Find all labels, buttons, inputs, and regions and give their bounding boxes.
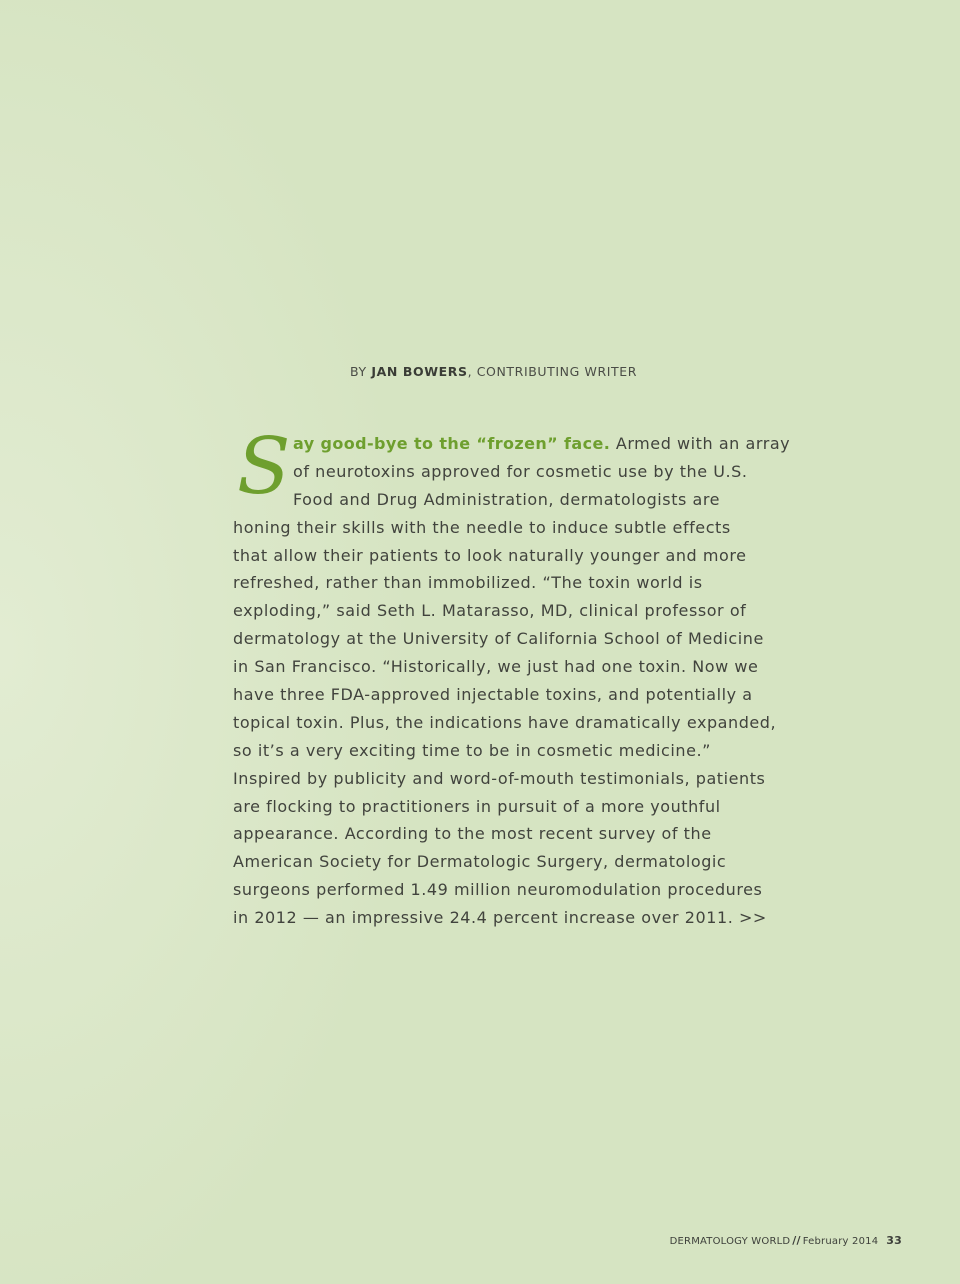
article-text (233, 430, 791, 932)
article-line: in 2012 — an impressive 24.4 percent increase over 2011. >> (233, 908, 767, 928)
article-line-text: Armed with an array (610, 434, 791, 453)
article-line: Inspired by publicity and word-of-mouth testimonials, patients (233, 768, 766, 788)
drop-cap: S (237, 422, 291, 512)
footer-separator: // (792, 1234, 801, 1247)
article-body (233, 422, 791, 932)
publication-name: DERMATOLOGY WORLD (669, 1236, 791, 1247)
article-line: are flocking to practitioners in pursuit of a more youthful (233, 796, 721, 816)
page-footer (670, 1234, 902, 1247)
article-line: refreshed, rather than immobilized. “The toxin world is (233, 573, 703, 593)
article-line: that allow their patients to look naturally younger and more (233, 545, 747, 565)
article-line: so it’s a very exciting time to be in cosmetic medicine.” (233, 740, 711, 760)
article-line: exploding,” said Seth L. Matarasso, MD, clinical professor of (233, 601, 747, 621)
byline (350, 364, 637, 379)
byline-prefix: BY (350, 364, 367, 379)
lead-in: ay good-bye to the “frozen” face. (293, 434, 611, 453)
byline-suffix: , CONTRIBUTING WRITER (467, 364, 638, 379)
article-line: dermatology at the University of California School of Medicine (233, 629, 764, 649)
article-line: appearance. According to the most recent survey of the (233, 824, 712, 844)
article-line: topical toxin. Plus, the indications have dramatically expanded, (233, 712, 777, 732)
article-line (233, 430, 791, 458)
article-line: honing their skills with the needle to induce subtle effects (233, 517, 731, 537)
article-line: American Society for Dermatologic Surgery, dermatologic (233, 852, 727, 872)
article-line: surgeons performed 1.49 million neuromodulation procedures (233, 880, 763, 900)
byline-author: JAN BOWERS (371, 364, 468, 379)
page-number: 33 (886, 1234, 902, 1247)
article-line: in San Francisco. “Historically, we just had one toxin. Now we (233, 657, 759, 677)
article-line: of neurotoxins approved for cosmetic use by the U.S. (293, 461, 748, 481)
article-line: have three FDA-approved injectable toxins, and potentially a (233, 685, 753, 705)
issue-date: February 2014 (802, 1236, 879, 1247)
article-line: Food and Drug Administration, dermatologists are (293, 489, 721, 509)
